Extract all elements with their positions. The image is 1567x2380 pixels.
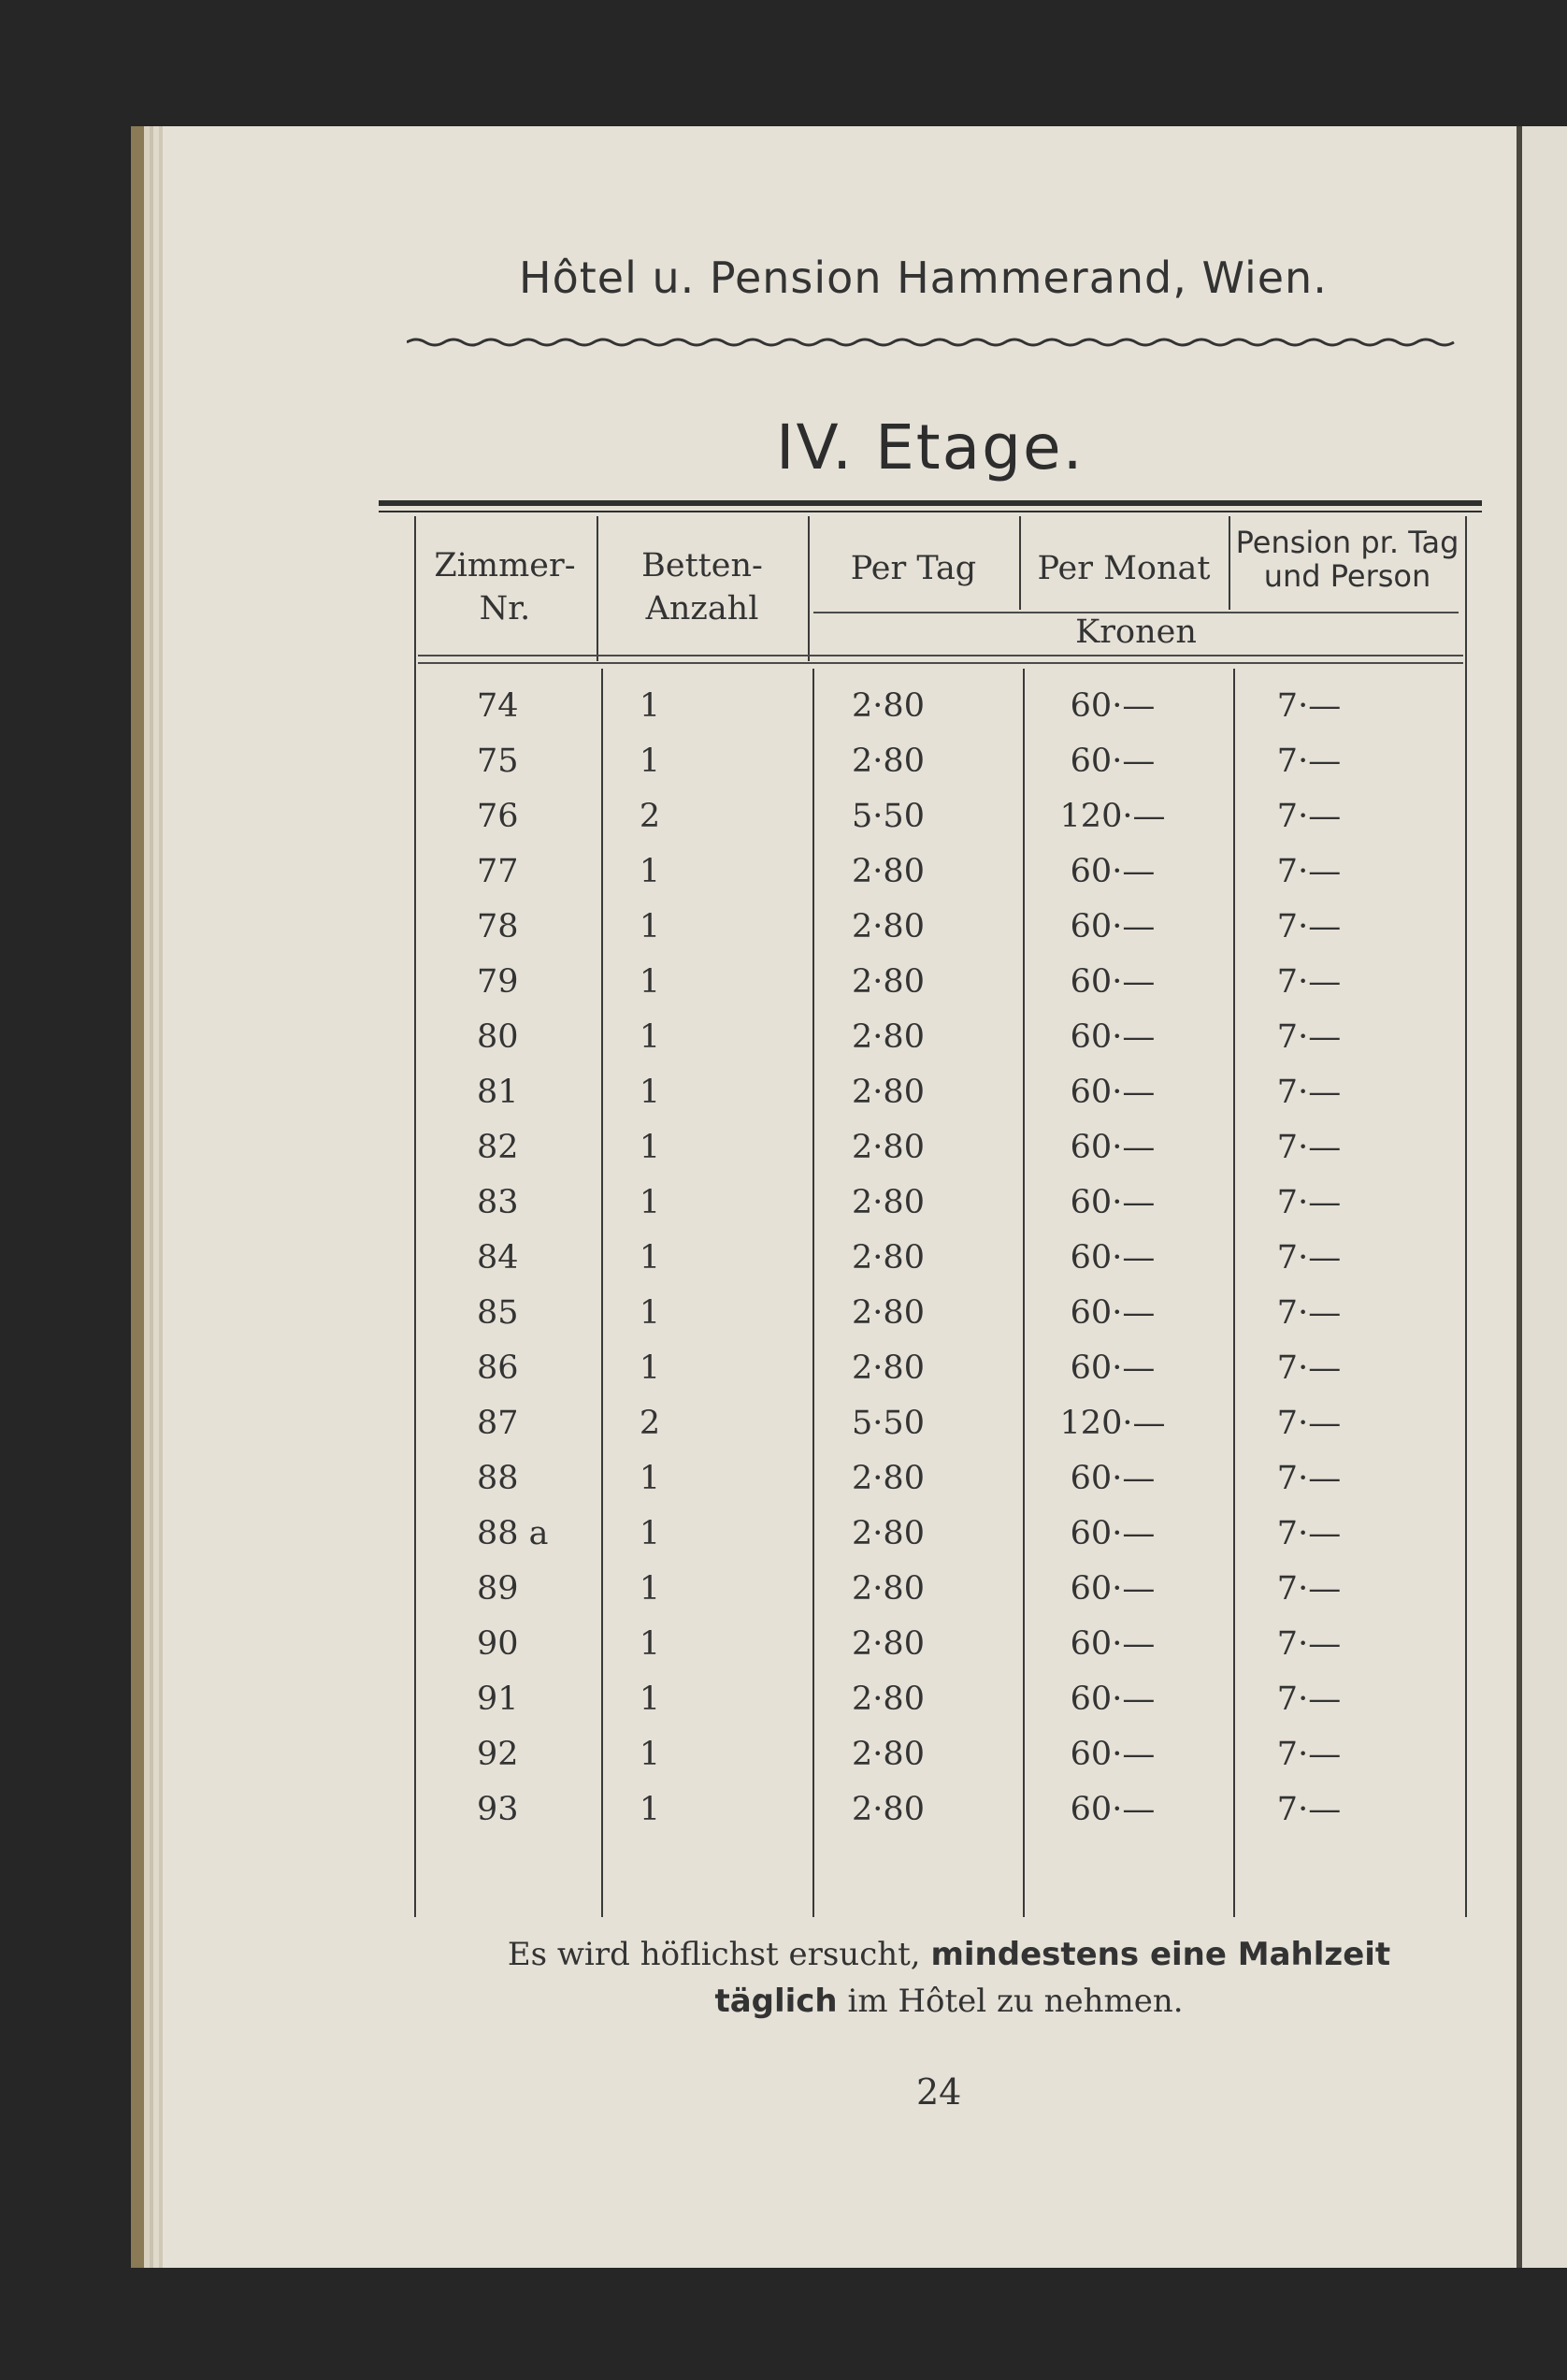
cell-day: 2·80 (852, 1184, 925, 1221)
cell-room: 79 (477, 963, 519, 1001)
cell-pension: 7·— (1276, 743, 1342, 780)
table-top-rule-thin (379, 511, 1482, 512)
cell-month: 60·— (1070, 1460, 1156, 1497)
cell-beds: 2 (639, 798, 661, 835)
cell-beds: 1 (639, 1570, 661, 1608)
cell-room: 80 (477, 1018, 519, 1056)
cell-pension: 7·— (1276, 1460, 1342, 1497)
cell-beds: 1 (639, 1515, 661, 1552)
cell-day: 2·80 (852, 1515, 925, 1552)
cell-day: 2·80 (852, 908, 925, 945)
header-room (416, 544, 594, 630)
footnote-bold-2: täglich (714, 1983, 838, 2020)
cell-month: 60·— (1070, 1074, 1156, 1111)
cell-day: 2·80 (852, 687, 925, 725)
cell-pension: 7·— (1276, 687, 1342, 725)
table-row (411, 1680, 1477, 1736)
cell-room: 93 (477, 1791, 519, 1828)
cell-day: 5·50 (852, 798, 925, 835)
table-row (411, 1405, 1477, 1460)
cell-room: 89 (477, 1570, 519, 1608)
cell-room: 88 a (477, 1515, 549, 1552)
cell-room: 86 (477, 1349, 519, 1387)
cell-day: 2·80 (852, 1570, 925, 1608)
page-stack-edge (131, 126, 196, 2268)
cell-room: 77 (477, 853, 519, 890)
cell-month: 60·— (1070, 1736, 1156, 1773)
cell-month: 60·— (1070, 1294, 1156, 1332)
cell-beds: 1 (639, 1239, 661, 1277)
table-row (411, 1129, 1477, 1184)
decorative-wave-rule (407, 335, 1463, 350)
cell-room: 75 (477, 743, 519, 780)
cell-room: 81 (477, 1074, 519, 1111)
cell-pension: 7·— (1276, 853, 1342, 890)
cell-month: 60·— (1070, 1349, 1156, 1387)
cell-day: 2·80 (852, 1349, 925, 1387)
cell-month: 60·— (1070, 1239, 1156, 1277)
cell-month: 60·— (1070, 743, 1156, 780)
cell-room: 82 (477, 1129, 519, 1166)
cell-room: 92 (477, 1736, 519, 1773)
cell-beds: 1 (639, 1349, 661, 1387)
cell-pension: 7·— (1276, 1018, 1342, 1056)
footnote (425, 1931, 1473, 2025)
cell-beds: 1 (639, 1680, 661, 1718)
header-bottom-rule-2 (418, 662, 1463, 664)
floor-title: IV. Etage. (776, 411, 1085, 483)
cell-room: 78 (477, 908, 519, 945)
header-pension (1230, 526, 1464, 593)
header-pension-line2: und Person (1263, 558, 1431, 594)
cell-month: 60·— (1070, 687, 1156, 725)
cell-beds: 1 (639, 1625, 661, 1663)
cell-room: 84 (477, 1239, 519, 1277)
cell-pension: 7·— (1276, 1294, 1342, 1332)
cell-day: 2·80 (852, 1791, 925, 1828)
cell-month: 60·— (1070, 853, 1156, 890)
next-page-edge (1517, 126, 1567, 2268)
table-row (411, 853, 1477, 908)
cell-pension: 7·— (1276, 1515, 1342, 1552)
cell-month: 60·— (1070, 1515, 1156, 1552)
cell-beds: 1 (639, 687, 661, 725)
footnote-bold-1: mindestens eine Mahlzeit (930, 1936, 1391, 1973)
header-room-line2: Nr. (479, 590, 531, 627)
table-row (411, 1239, 1477, 1294)
table-top-rule (379, 500, 1482, 506)
cell-pension: 7·— (1276, 1184, 1342, 1221)
cell-beds: 2 (639, 1405, 661, 1442)
header-currency: Kronen (1075, 613, 1197, 651)
table-row (411, 908, 1477, 963)
table-row (411, 687, 1477, 743)
cell-day: 2·80 (852, 1294, 925, 1332)
cell-pension: 7·— (1276, 1074, 1342, 1111)
table-row (411, 1294, 1477, 1349)
cell-room: 74 (477, 687, 519, 725)
cell-beds: 1 (639, 1074, 661, 1111)
cell-day: 5·50 (852, 1405, 925, 1442)
cell-month: 60·— (1070, 1791, 1156, 1828)
cell-beds: 1 (639, 1184, 661, 1221)
cell-beds: 1 (639, 743, 661, 780)
table-row (411, 1074, 1477, 1129)
table-row (411, 1791, 1477, 1846)
cell-pension: 7·— (1276, 1405, 1342, 1442)
footnote-text-2: im Hôtel zu nehmen. (847, 1983, 1184, 2020)
table-row (411, 963, 1477, 1018)
header-per-day: Per Tag (850, 550, 977, 587)
header-bottom-rule-1 (418, 655, 1463, 656)
table-row (411, 1184, 1477, 1239)
cell-beds: 1 (639, 1294, 661, 1332)
cell-beds: 1 (639, 963, 661, 1001)
cell-day: 2·80 (852, 853, 925, 890)
cell-month: 60·— (1070, 1018, 1156, 1056)
cell-month: 60·— (1070, 1570, 1156, 1608)
cell-pension: 7·— (1276, 1625, 1342, 1663)
cell-month: 60·— (1070, 1184, 1156, 1221)
cell-pension: 7·— (1276, 1736, 1342, 1773)
cell-month: 60·— (1070, 1625, 1156, 1663)
cell-beds: 1 (639, 1736, 661, 1773)
cell-beds: 1 (639, 1129, 661, 1166)
cell-pension: 7·— (1276, 1680, 1342, 1718)
running-header: Hôtel u. Pension Hammerand, Wien. (519, 252, 1328, 303)
header-beds (598, 544, 806, 630)
cell-day: 2·80 (852, 1680, 925, 1718)
cell-month: 120·— (1059, 798, 1166, 835)
table-row (411, 1625, 1477, 1680)
header-beds-line2: Anzahl (645, 590, 759, 627)
table-row (411, 798, 1477, 853)
cell-pension: 7·— (1276, 908, 1342, 945)
cell-room: 87 (477, 1405, 519, 1442)
header-per-month: Per Monat (1037, 550, 1211, 587)
cell-day: 2·80 (852, 1239, 925, 1277)
table-row (411, 1460, 1477, 1515)
cell-beds: 1 (639, 1460, 661, 1497)
cell-pension: 7·— (1276, 1570, 1342, 1608)
cell-beds: 1 (639, 908, 661, 945)
page-number: 24 (916, 2071, 962, 2113)
cell-day: 2·80 (852, 963, 925, 1001)
cell-day: 2·80 (852, 1625, 925, 1663)
cell-day: 2·80 (852, 743, 925, 780)
cell-pension: 7·— (1276, 1349, 1342, 1387)
cell-room: 76 (477, 798, 519, 835)
cell-room: 83 (477, 1184, 519, 1221)
cell-day: 2·80 (852, 1460, 925, 1497)
cell-day: 2·80 (852, 1018, 925, 1056)
cell-month: 60·— (1070, 1680, 1156, 1718)
cell-room: 85 (477, 1294, 519, 1332)
cell-room: 88 (477, 1460, 519, 1497)
header-beds-line1: Betten- (641, 547, 763, 584)
cell-beds: 1 (639, 1018, 661, 1056)
cell-pension: 7·— (1276, 798, 1342, 835)
cell-day: 2·80 (852, 1129, 925, 1166)
footnote-text-1: Es wird höflichst ersucht, (507, 1936, 921, 1973)
header-room-line1: Zimmer- (434, 547, 576, 584)
cell-month: 120·— (1059, 1405, 1166, 1442)
table-row (411, 1018, 1477, 1074)
table-row (411, 1515, 1477, 1570)
cell-day: 2·80 (852, 1074, 925, 1111)
cell-beds: 1 (639, 853, 661, 890)
cell-room: 90 (477, 1625, 519, 1663)
table-row (411, 743, 1477, 798)
cell-pension: 7·— (1276, 1791, 1342, 1828)
cell-month: 60·— (1070, 1129, 1156, 1166)
cell-pension: 7·— (1276, 1239, 1342, 1277)
table-row (411, 1736, 1477, 1791)
cell-month: 60·— (1070, 963, 1156, 1001)
cell-beds: 1 (639, 1791, 661, 1828)
table-row (411, 1570, 1477, 1625)
table-row (411, 1349, 1477, 1405)
cell-pension: 7·— (1276, 963, 1342, 1001)
cell-pension: 7·— (1276, 1129, 1342, 1166)
cell-month: 60·— (1070, 908, 1156, 945)
cell-room: 91 (477, 1680, 519, 1718)
header-pension-line1: Pension pr. Tag (1235, 525, 1459, 560)
cell-day: 2·80 (852, 1736, 925, 1773)
